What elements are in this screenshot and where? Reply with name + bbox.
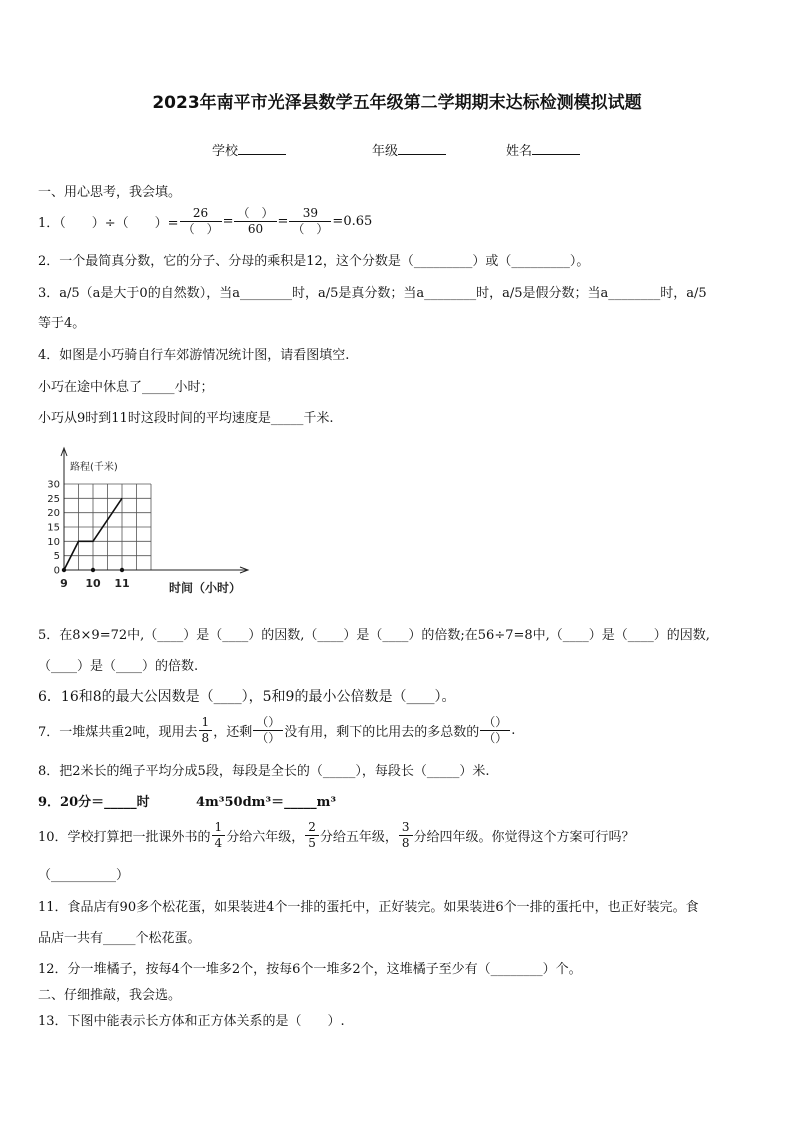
q7-fraction-2 xyxy=(253,715,283,746)
section-heading-2: 二、仔细推敲，我会选。 xyxy=(38,988,182,1003)
x-tick-label: 10 xyxy=(85,577,101,590)
question-3-line-1: 3．a/5（a是大于0的自然数），当a________时，a/5是真分数；当a________时，a/5是假分数；当a________时，a/5 xyxy=(38,286,707,301)
distance-time-chart xyxy=(36,442,286,607)
name-blank[interactable] xyxy=(532,142,580,155)
grade-field xyxy=(372,140,446,159)
q7-f2-num: （） xyxy=(253,715,283,731)
question-7 xyxy=(38,711,515,749)
q7-part-2: ，还剩 xyxy=(213,724,253,740)
q1-f1-den: （ ） xyxy=(182,221,219,236)
q1-suffix: =0.65 xyxy=(332,213,373,229)
y-tick-label: 10 xyxy=(47,536,60,548)
question-3-line-2: 等于4。 xyxy=(38,316,86,331)
grade-label: 年级 xyxy=(372,144,399,159)
question-12: 12．分一堆橘子，按每4个一堆多2个，按每6个一堆多2个，这堆橘子至少有（________）个。 xyxy=(38,962,582,977)
x-tick-dot xyxy=(120,568,124,572)
q10-part-1: 10．学校打算把一批课外书的 xyxy=(38,829,211,845)
x-tick-label: 11 xyxy=(114,577,130,590)
q10-part-3: 分给五年级， xyxy=(319,829,398,845)
q10-f3-num: 3 xyxy=(399,820,413,836)
y-tick-label: 20 xyxy=(47,508,60,520)
chart-y-axis-label: 路程(千米) xyxy=(70,462,118,473)
question-9-part-b: 4m³50dm³＝_____m³ xyxy=(196,795,337,810)
y-tick-label: 0 xyxy=(53,565,60,577)
question-10 xyxy=(38,815,635,855)
grade-blank[interactable] xyxy=(398,142,446,155)
q1-fraction-3 xyxy=(289,206,331,237)
q7-f3-den: （） xyxy=(483,730,508,745)
q1-f3-num: 39 xyxy=(289,206,331,222)
question-5-line-1: 5．在8×9=72中,（____）是（____）的因数,（____）是（____）的倍数;在56÷7=8中,（____）是（____）的因数, xyxy=(38,628,710,643)
q1-fraction-1 xyxy=(180,206,222,237)
question-5-line-2: （____）是（____）的倍数. xyxy=(38,659,199,674)
q10-fraction-3 xyxy=(399,820,413,851)
q7-part-4: . xyxy=(511,722,516,738)
x-tick-dot xyxy=(91,568,95,572)
q10-f2-num: 2 xyxy=(305,820,319,836)
q10-part-2: 分给六年级， xyxy=(226,829,305,845)
page-title: 2023年南平市光泽县数学五年级第二学期期末达标检测模拟试题 xyxy=(152,93,642,113)
q1-f2-den: 60 xyxy=(247,221,264,236)
school-label: 学校 xyxy=(212,144,239,159)
y-tick-label: 15 xyxy=(47,522,60,534)
q1-fraction-2 xyxy=(234,206,276,237)
question-4-line-1: 小巧在途中休息了_____小时； xyxy=(38,380,214,395)
q10-f1-num: 1 xyxy=(212,820,226,836)
y-tick-label: 5 xyxy=(53,551,60,563)
q7-fraction-3 xyxy=(480,715,510,746)
q1-eq1: = xyxy=(222,213,234,229)
q7-part-3: 没有用，剩下的比用去的多总数的 xyxy=(284,724,480,740)
question-4-intro: 4．如图是小巧骑自行车郊游情况统计图，请看图填空. xyxy=(38,348,350,363)
q1-f2-num: （ ） xyxy=(234,206,276,222)
chart-x-axis-label: 时间（小时） xyxy=(169,581,242,595)
question-11-line-1: 11．食品店有90多个松花蛋，如果装进4个一排的蛋托中，正好装完。如果装进6个一排的蛋托中，也正好装完。食 xyxy=(38,900,699,915)
q7-fraction-1 xyxy=(199,715,213,746)
question-11-line-2: 品店一共有_____个松花蛋。 xyxy=(38,931,201,946)
chart-y-ticks xyxy=(47,480,60,577)
chart-grid xyxy=(64,484,151,570)
q7-part-1: 7．一堆煤共重2吨，现用去 xyxy=(38,724,198,740)
question-6: 6．16和8的最大公因数是（____），5和9的最小公倍数是（____）。 xyxy=(38,689,456,705)
q10-f1-den: 4 xyxy=(214,835,223,850)
question-1 xyxy=(38,203,372,239)
q1-prefix: 1．（ ）÷（ ）= xyxy=(38,215,179,231)
question-13: 13．下图中能表示长方体和正方体关系的是（ ）. xyxy=(38,1014,345,1029)
question-10-answer: （__________） xyxy=(38,868,130,883)
question-9-part-a: 9．20分＝_____时 xyxy=(38,795,150,810)
x-tick-label: 9 xyxy=(60,577,68,590)
question-4-line-2: 小巧从9时到11时这段时间的平均速度是_____千米. xyxy=(38,411,334,426)
q7-f2-den: （） xyxy=(256,730,281,745)
q10-f3-den: 8 xyxy=(401,835,410,850)
chart-x-ticks xyxy=(60,568,129,590)
y-tick-label: 25 xyxy=(47,493,60,505)
q10-fraction-2 xyxy=(305,820,319,851)
q10-part-4: 分给四年级。你觉得这个方案可行吗？ xyxy=(413,829,635,845)
q1-f1-num: 26 xyxy=(180,206,222,222)
q7-f1-num: 1 xyxy=(199,715,213,731)
q7-f1-den: 8 xyxy=(201,730,210,745)
name-label: 姓名 xyxy=(506,144,533,159)
school-blank[interactable] xyxy=(238,142,286,155)
q7-f3-num: （） xyxy=(480,715,510,731)
y-tick-label: 30 xyxy=(47,479,60,491)
name-field xyxy=(506,140,580,159)
q1-f3-den: （ ） xyxy=(292,221,329,236)
q1-eq2: = xyxy=(277,213,289,229)
section-heading-1: 一、用心思考，我会填。 xyxy=(38,185,182,200)
question-8: 8．把2米长的绳子平均分成5段，每段是全长的（_____），每段长（_____）米. xyxy=(38,764,490,779)
question-2: 2．一个最简真分数，它的分子、分母的乘积是12，这个分数是（_________）或（_________）。 xyxy=(38,254,590,269)
school-field xyxy=(212,140,286,159)
q10-fraction-1 xyxy=(212,820,226,851)
q10-f2-den: 5 xyxy=(308,835,316,850)
